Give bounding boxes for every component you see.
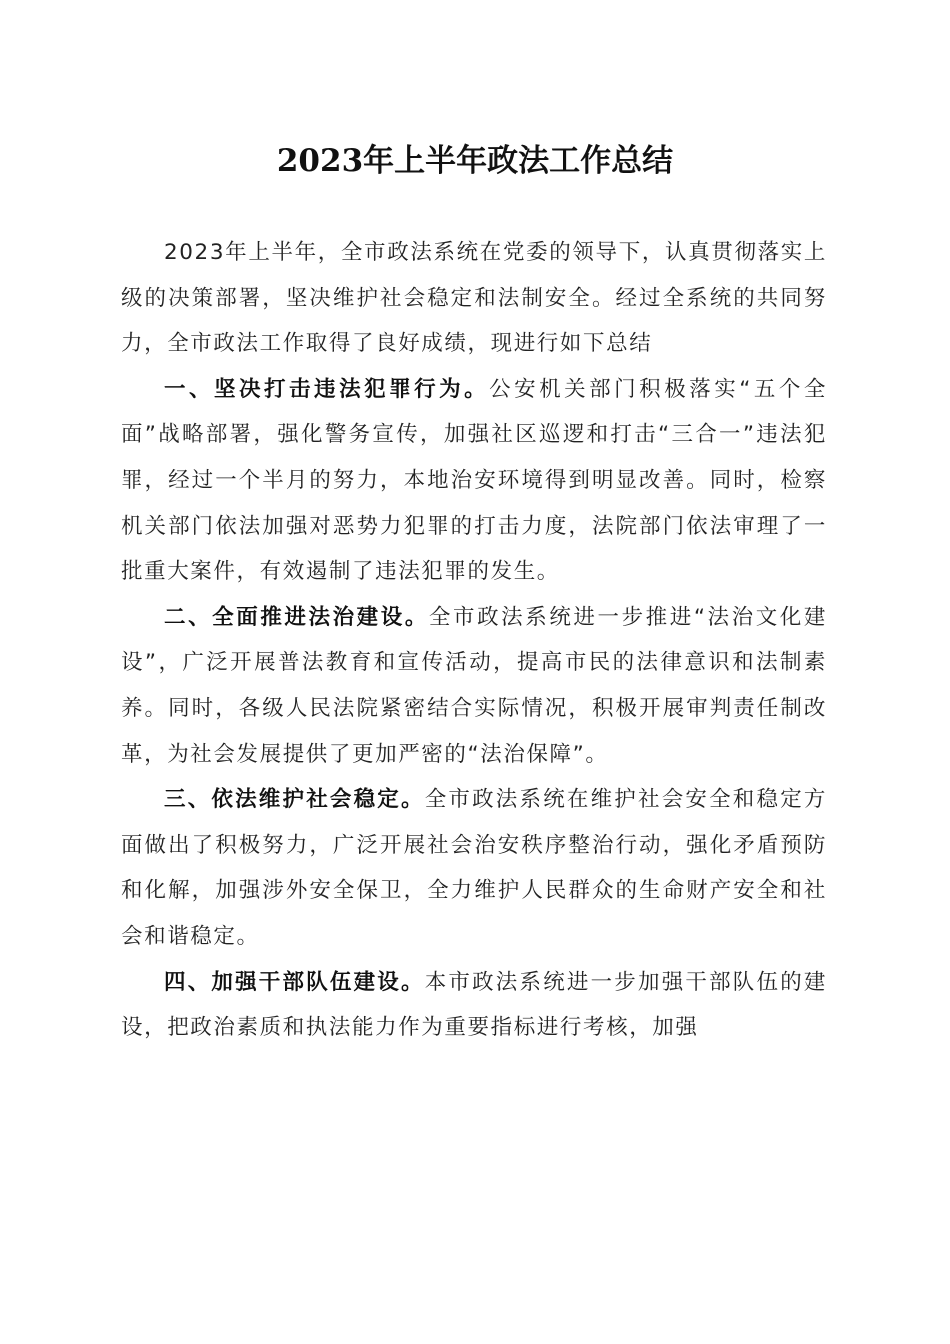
section-4-text: 本市政法系统进一步加强干部队伍的建设，把政治素质和执法能力作为重要指标进行考核，加强 [121,969,827,1041]
section-3-heading: 三、依法维护社会稳定。 [164,787,425,813]
section-4-heading: 四、加强干部队伍建设。 [164,969,425,995]
document-title: 2023年上半年政法工作总结 [276,143,674,179]
section-3-paragraph [121,777,827,959]
section-2-text: 全市政法系统进一步推进“法治文化建设”，广泛开展普法教育和宣传活动，提高市民的法律意识和法制素养。同时，各级人民法院紧密结合实际情况，积极开展审判责任制改革，为社会发展提供了更加严密的“法治保障”。 [121,604,827,767]
section-1-paragraph [121,367,827,595]
section-1-heading: 一、坚决打击违法犯罪行为。 [164,376,490,402]
section-2-heading: 二、全面推进法治建设。 [164,604,429,630]
document-body [121,230,827,1051]
section-2-paragraph [121,595,827,777]
section-4-paragraph [121,960,827,1051]
section-1-text: 公安机关部门积极落实“五个全面”战略部署，强化警务宣传，加强社区巡逻和打击“三合一”违法犯罪，经过一个半月的努力，本地治安环境得到明显改善。同时，检察机关部门依法加强对恶势力犯罪的打击力度，法院部门依法审理了一批重大案件，有效遏制了违法犯罪的发生。 [121,376,827,585]
section-3-text: 全市政法系统在维护社会安全和稳定方面做出了积极努力，广泛开展社会治安秩序整治行动，强化矛盾预防和化解，加强涉外安全保卫，全力维护人民群众的生命财产安全和社会和谐稳定。 [121,787,827,949]
intro-paragraph: 2023年上半年，全市政法系统在党委的领导下，认真贯彻落实上级的决策部署，坚决维护社会稳定和法制安全。经过全系统的共同努力，全市政法工作取得了良好成绩，现进行如下总结 [121,240,827,357]
